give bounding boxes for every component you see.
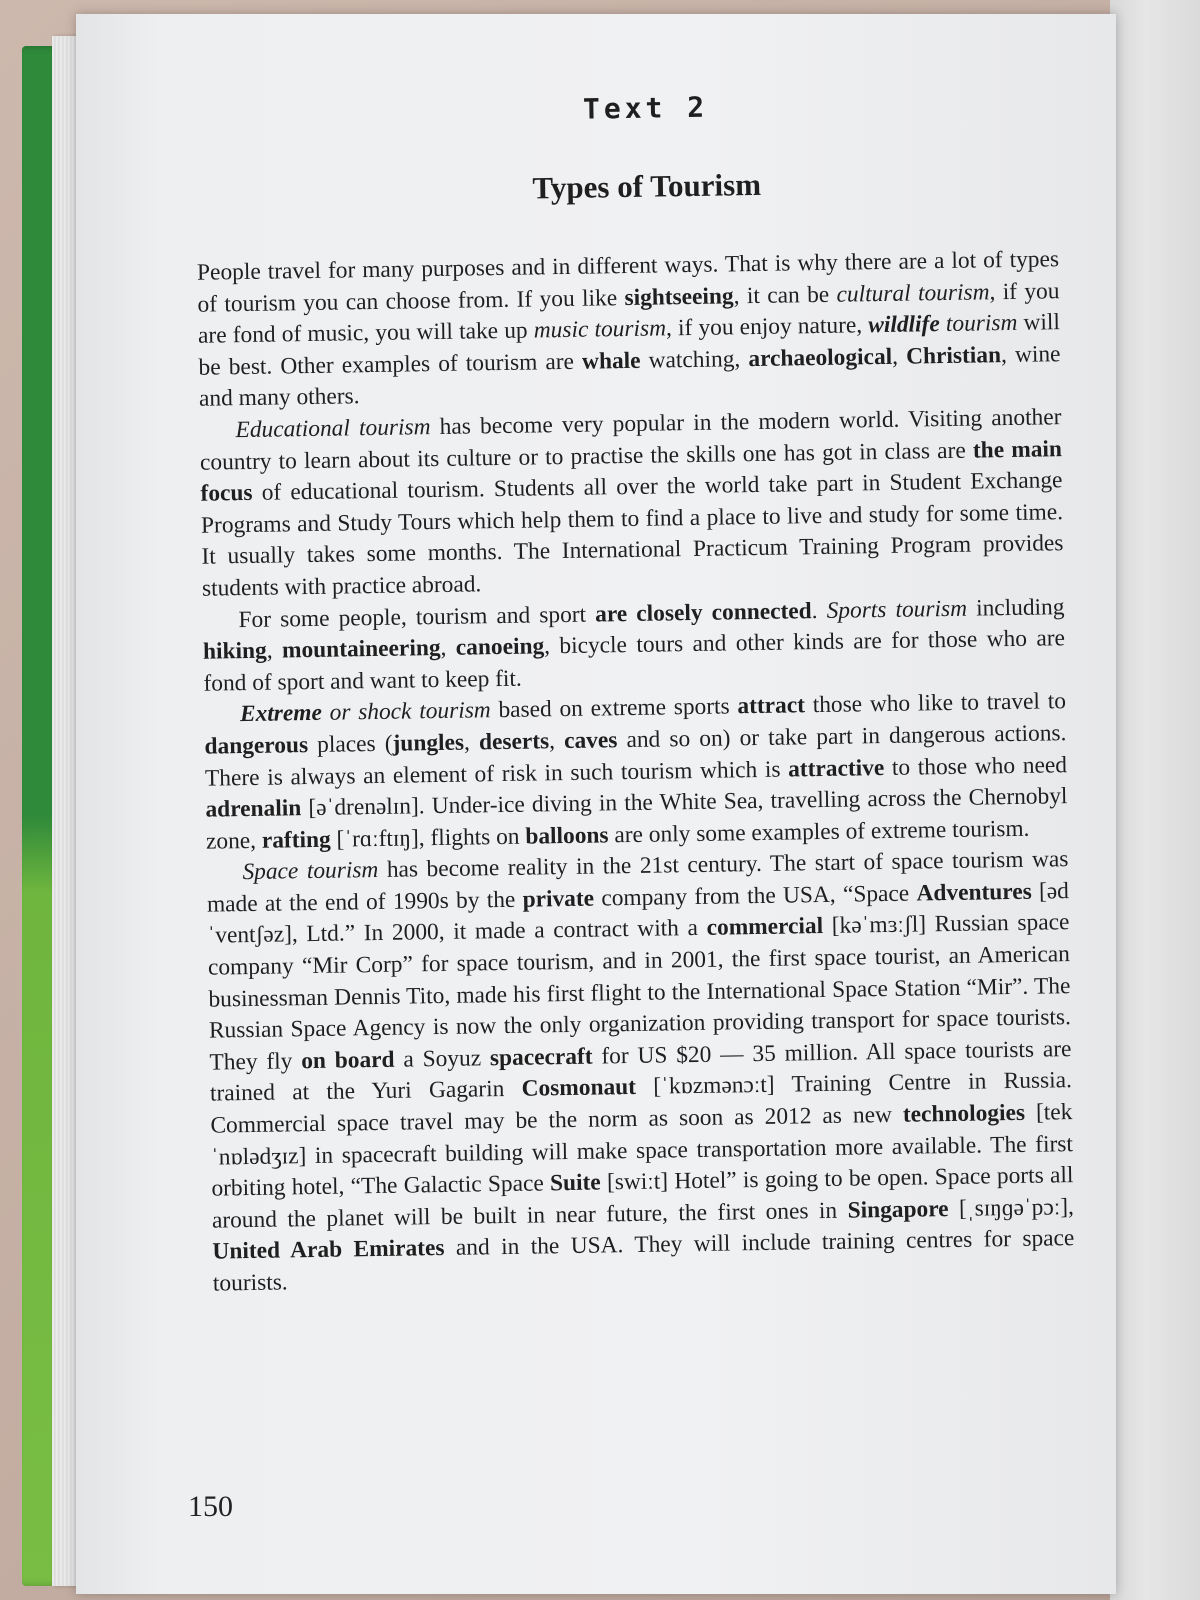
page-number: 150 — [188, 1490, 233, 1523]
emphasized-term: United Arab Emirates — [212, 1235, 445, 1266]
emphasized-term: private — [522, 885, 595, 913]
emphasized-term: the main focus — [200, 435, 1063, 507]
paragraph-extreme-tourism: Extreme or shock tourism based on extreme sports attract those who like to travel to dangerous places (jungles, deserts, caves and so on) or take part in dangerous actions. There is always an element of risk in such tourism which is attractive to those who need adrenalin [əˈdrenəlɪn]. Under-ice diving in the White Sea, travelling across the Chernobyl zone, rafting [ˈrɑːftɪŋ], flights on balloons are only some examples of extreme tourism. — [204, 688, 1068, 855]
emphasized-term: mountaineering — [281, 635, 441, 664]
emphasized-term: dangerous — [204, 731, 309, 760]
emphasized-term: canoeing — [455, 633, 545, 661]
emphasized-term: Suite — [549, 1169, 601, 1197]
emphasized-term: Space tourism — [242, 857, 379, 886]
emphasized-term: Sports tourism — [826, 595, 968, 624]
paragraph-sports-tourism: For some people, tourism and sport are closely connected. Sports tourism including hiking, mountaineering, canoeing, bicycle tours and other kinds are for those who are fond of sport and want to keep fit. — [202, 593, 1066, 697]
emphasized-term: Cosmonaut — [521, 1074, 637, 1103]
page-content — [194, 67, 1075, 1300]
emphasized-term: Christian — [905, 341, 1002, 370]
emphasized-term: cultural tourism — [836, 278, 990, 308]
emphasized-term: spacecraft — [489, 1043, 593, 1072]
emphasized-term: jungles — [392, 729, 465, 757]
emphasized-term: technologies — [902, 1099, 1026, 1128]
emphasized-term: archaeological — [748, 343, 893, 372]
emphasized-term: rafting — [261, 826, 331, 854]
emphasized-term: wildlife — [868, 311, 940, 339]
book-page — [76, 14, 1116, 1594]
emphasized-term: attractive — [787, 754, 885, 783]
emphasized-term: caves — [563, 727, 618, 754]
emphasized-term: Adventures — [916, 878, 1032, 907]
emphasized-term: tourism — [945, 310, 1018, 338]
emphasized-term: sightseeing — [624, 282, 734, 311]
emphasized-term: commercial — [706, 913, 824, 942]
paragraph-space-tourism: Space tourism has become reality in the 21st century. The start of space tourism was made at the end of 1990s by the private company from the USA, “Space Adventures [ədˈventʃəz], Ltd.” In 2000, it made a contract with a commercial [kəˈmɜːʃl] Russian space company “Mir Corp” for space tourism, and in 2001, the first space tourist, an American businessman Dennis Tito, made his first flight to the International Space Station “Mir”. The Russian Space Agency is now the only organization providing transport for space tourists. They fly on board a Soyuz spacecraft for US $20 — 35 million. All space tourists are trained at the Yuri Gagarin Cosmonaut [ˈkɒzmənɔːt] Training Centre in Russia. Commercial space travel may be the norm as soon as 2012 as new technologies [tekˈnɒlədʒɪz] in spacecraft building will make space transportation more available. The first orbiting hotel, “The Galactic Space Suite [swiːt] Hotel” is going to be open. Space ports all around the planet will be built in near future, the first ones in Singapore [ˌsɪŋɡəˈpɔː], United Arab Emirates and in the USA. They will include training centres for space tourists. — [206, 846, 1075, 1297]
emphasized-term: attract — [737, 692, 806, 720]
emphasized-term: Singapore — [847, 1195, 949, 1224]
emphasized-term: adrenalin — [205, 795, 302, 823]
emphasized-term: hiking — [202, 637, 267, 665]
facing-page-edge — [1110, 0, 1200, 1600]
emphasized-term: music tourism — [533, 315, 667, 344]
emphasized-term: or shock tourism — [329, 697, 491, 727]
paragraph-intro: People travel for many purposes and in different ways. That is why there are a lot of types of tourism you can choose from. If you like sightseeing, it can be cultural tourism, if you are fond of music, you will take up music tourism, if you enjoy nature, wildlife tourism will be best. Other examples of tourism are whale watching, archaeological, Christian, wine and many others. — [196, 246, 1061, 413]
emphasized-term: Educational tourism — [235, 414, 431, 444]
emphasized-term: on board — [301, 1046, 395, 1075]
page-title: Types of Tourism — [532, 166, 762, 206]
text-label: Text 2 — [582, 90, 709, 126]
emphasized-term: whale — [581, 347, 641, 375]
emphasized-term: Extreme — [239, 700, 323, 728]
paragraph-educational-tourism: Educational tourism has become very popular in the modern world. Visiting another country to learn about its culture or to practise the skills one has got in class are the main focus of educational tourism. Students all over the world take part in Student Exchange Programs and Study Tours which help them to find a place to live and study for some time. It usually takes some months. The International Practicum Training Program provides students with practice abroad. — [199, 404, 1064, 602]
emphasized-term: balloons — [525, 822, 609, 850]
emphasized-term: are closely connected — [594, 597, 812, 628]
emphasized-term: deserts — [478, 728, 550, 756]
